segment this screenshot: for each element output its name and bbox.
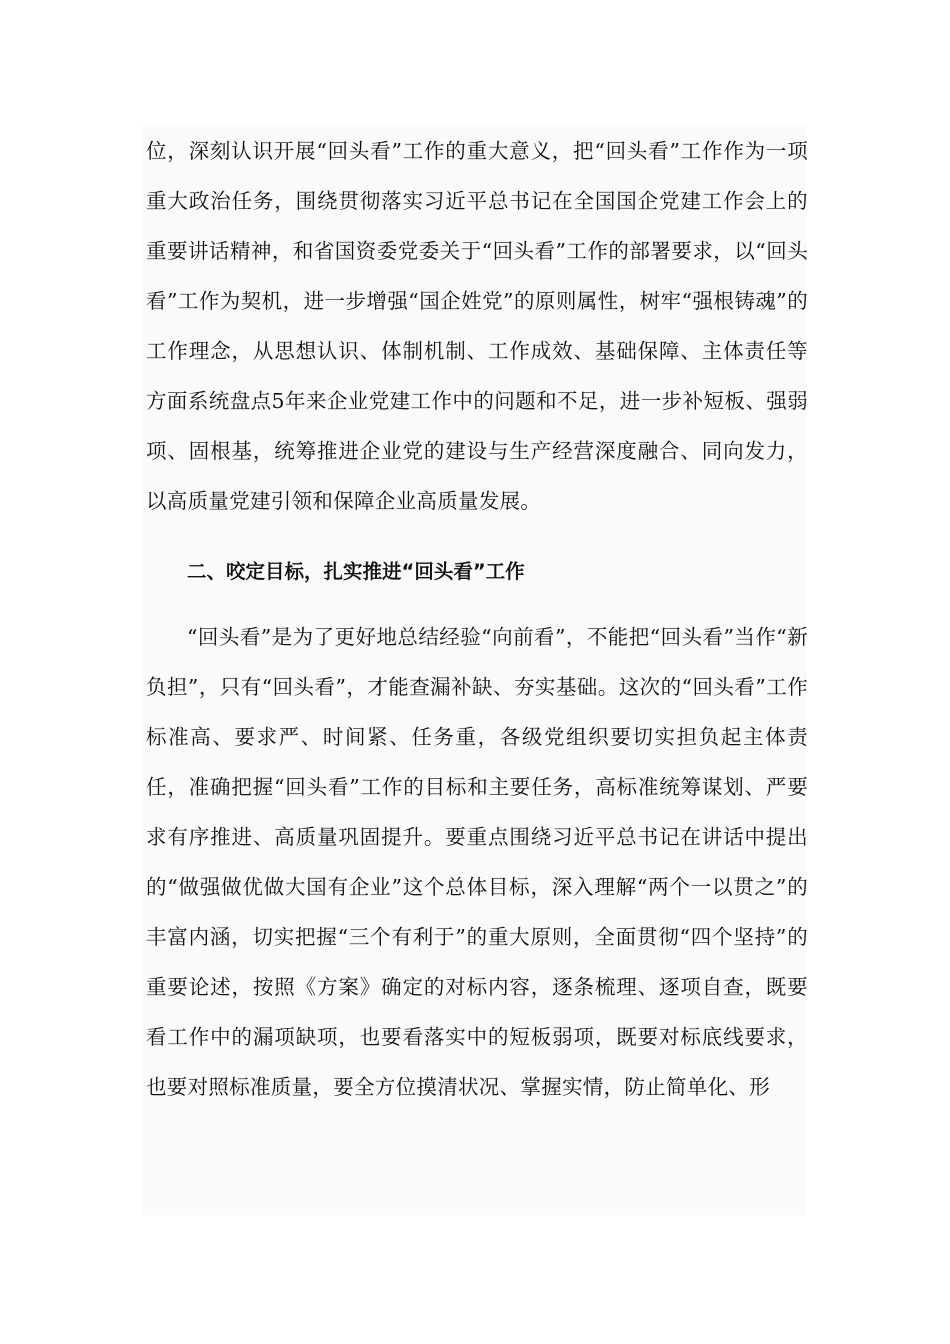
spacer bbox=[146, 597, 808, 612]
document-body bbox=[146, 126, 808, 1112]
section-heading: 二、咬定目标，扎实推进“回头看”工作 bbox=[187, 560, 525, 583]
body-paragraph-2: “回头看”是为了更好地总结经验“向前看”，不能把“回头看”当作“新负担”，只有“回头看”，才能查漏补缺、夯实基础。这次的“回头看”工作标准高、要求严、时间紧、任务重，各级党组织要切实担负起主体责任，准确把握“回头看”工作的目标和主要任务，高标准统筹谋划、严要求有序推进、高质量巩固提升。要重点围绕习近平总书记在讲话中提出的“做强做优做大国有企业”这个总体目标，深入理解“两个一以贯之”的丰富内涵，切实把握“三个有利于”的重大原则，全面贯彻“四个坚持”的重要论述，按照《方案》确定的对标内容，逐条梳理、逐项自查，既要看工作中的漏项缺项，也要看落实中的短板弱项，既要对标底线要求，也要对照标准质量，要全方位摸清状况、掌握实情，防止简单化、形 bbox=[146, 625, 808, 1099]
spacer bbox=[146, 526, 808, 547]
body-paragraph-1: 位，深刻认识开展“回头看”工作的重大意义，把“回头看”工作作为一项重大政治任务，围绕贯彻落实习近平总书记在全国国企党建工作会上的重要讲话精神，和省国资委党委关于“回头看”工作的部署要求，以“回头看”工作为契机，进一步增强“国企姓党”的原则属性，树牢“强根铸魂”的工作理念，从思想认识、体制机制、工作成效、基础保障、主体责任等方面系统盘点5年来企业党建工作中的问题和不足，进一步补短板、强弱项、固根基，统筹推进企业党的建设与生产经营深度融合、同向发力，以高质量党建引领和保障企业高质量发展。 bbox=[146, 139, 808, 513]
